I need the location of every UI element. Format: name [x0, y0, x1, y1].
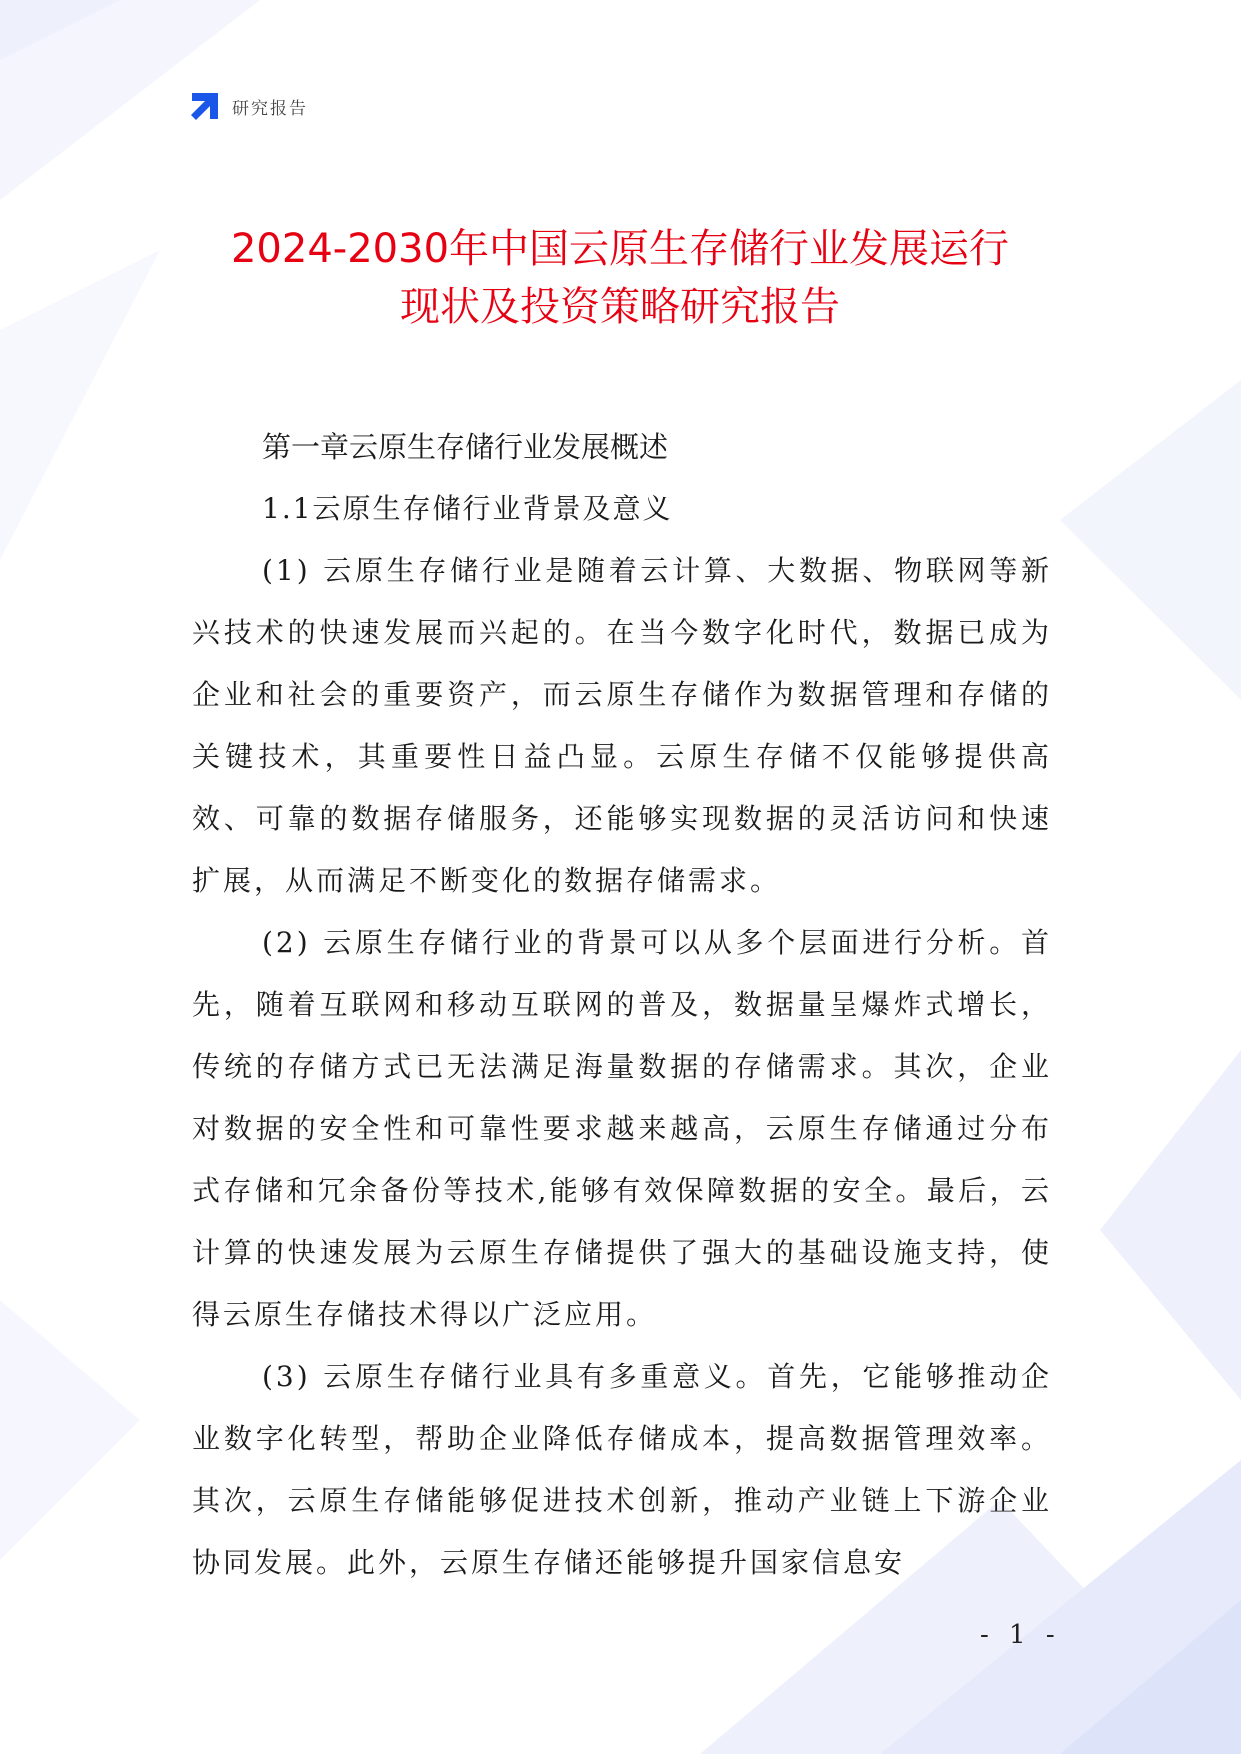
document-body	[192, 416, 1052, 1594]
paragraph-2: (2) 云原生存储行业的背景可以从多个层面进行分析。首先，随着互联网和移动互联网的普及，数据量呈爆炸式增长，传统的存储方式已无法满足海量数据的存储需求。其次，企业对数据的安全性和可靠性要求越来越高，云原生存储通过分布式存储和冗余备份等技术,能够有效保障数据的安全。最后，云计算的快速发展为云原生存储提供了强大的基础设施支持，使得云原生存储技术得以广泛应用。	[192, 926, 1052, 1331]
report-title	[170, 220, 1070, 336]
section-heading: 1.1云原生存储行业背景及意义	[262, 492, 673, 525]
page-number: - 1 -	[980, 1620, 1061, 1650]
chapter-heading: 第一章云原生存储行业发展概述	[262, 430, 669, 464]
title-line-2: 现状及投资策略研究报告	[400, 284, 840, 330]
title-line-1: 2024-2030年中国云原生存储行业发展运行	[230, 226, 1010, 272]
diagonal-arrow-icon	[188, 89, 222, 123]
paragraph-3: (3) 云原生存储行业具有多重意义。首先，它能够推动企业数字化转型，帮助企业降低存储成本，提高数据管理效率。其次，云原生存储能够促进技术创新，推动产业链上下游企业协同发展。此外，云原生存储还能够提升国家信息安	[192, 1360, 1052, 1579]
report-header	[188, 88, 308, 124]
header-label: 研究报告	[232, 98, 308, 119]
paragraph-1: (1) 云原生存储行业是随着云计算、大数据、物联网等新兴技术的快速发展而兴起的。在当今数字化时代，数据已成为企业和社会的重要资产，而云原生存储作为数据管理和存储的关键技术，其重要性日益凸显。云原生存储不仅能够提供高效、可靠的数据存储服务，还能够实现数据的灵活访问和快速扩展，从而满足不断变化的数据存储需求。	[192, 554, 1052, 897]
